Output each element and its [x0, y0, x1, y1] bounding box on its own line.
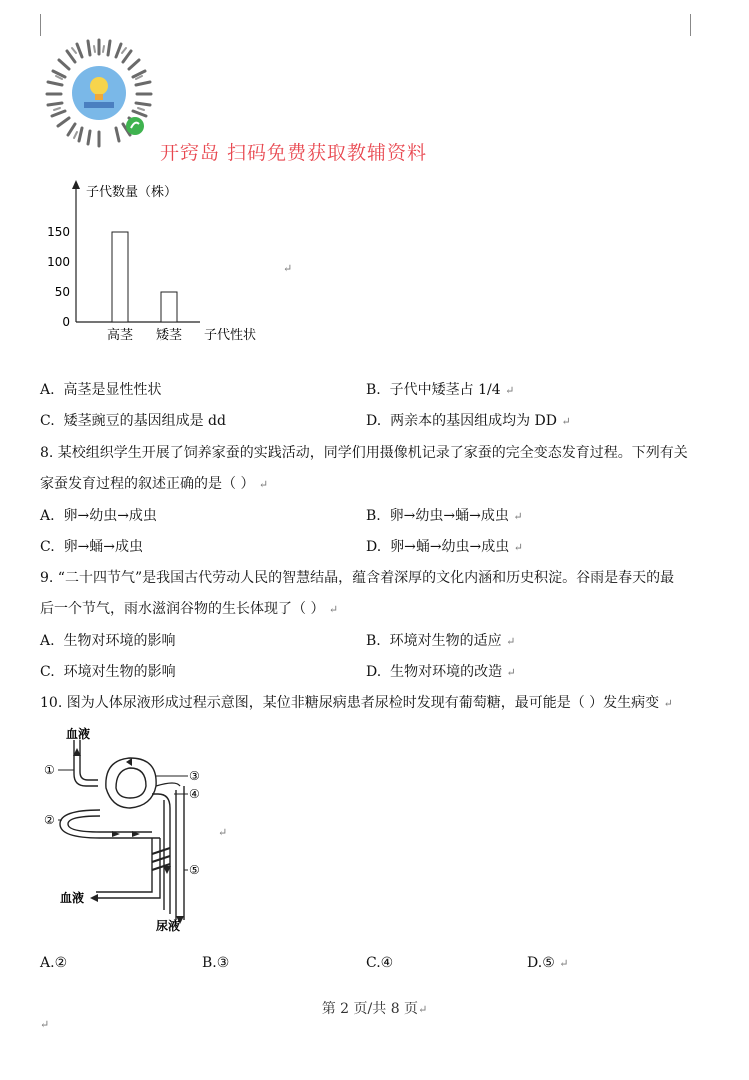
label-4: ④	[189, 787, 200, 801]
q7-option-d-label: D.	[366, 413, 382, 429]
arrow-left-icon	[126, 758, 132, 766]
q9-option-b	[366, 631, 515, 652]
q7-option-c-label: C.	[40, 413, 55, 429]
q9-option-c-label: C.	[40, 664, 55, 680]
q7-option-b	[366, 380, 514, 401]
renal-capsule	[106, 758, 156, 808]
page-number: 第 2 页/共 8 页	[321, 1001, 419, 1017]
q10-option-c-label: C.	[366, 955, 381, 971]
paragraph-mark: ↵	[513, 510, 523, 523]
crop-mark-left	[40, 14, 41, 36]
q8-option-c-label: C.	[40, 539, 55, 555]
q9-option-b-label: B.	[366, 633, 381, 649]
afferent-vessel	[74, 740, 98, 786]
q10-option-a-text: ②	[54, 955, 68, 971]
q9-stem-line2	[40, 599, 338, 620]
paragraph-mark: ↵	[513, 541, 523, 554]
y-tick-label-100: 100	[47, 255, 70, 269]
q8-stem-line1: 8. 某校组织学生开展了饲养家蚕的实践活动，同学们用摄像机记录了家蚕的完全变态发育过程。下列有关	[40, 445, 688, 461]
q9-option-d-label: D.	[366, 664, 382, 680]
arrow-left-icon	[90, 894, 98, 902]
q8-option-d-text: 卵→蛹→幼虫→成虫	[390, 539, 510, 555]
q10-option-d	[527, 953, 568, 974]
q8-stem-text: 家蚕发育过程的叙述正确的是（ ）	[40, 476, 255, 492]
bar-0	[112, 232, 128, 322]
paragraph-mark: ↵	[663, 697, 673, 710]
paragraph-mark: ↵	[506, 635, 516, 648]
q7-option-b-label: B.	[366, 382, 381, 398]
q9-option-c	[40, 662, 176, 682]
crop-mark-right	[690, 14, 691, 36]
q8-option-b-text: 卵→幼虫→蛹→成虫	[389, 508, 509, 524]
q8-option-d	[366, 537, 523, 558]
q7-option-c-text: 矮茎豌豆的基因组成是 dd	[63, 413, 226, 429]
q9-stem-text: 后一个节气，雨水滋润谷物的生长体现了（ ）	[40, 601, 325, 617]
q9-option-a-label: A.	[40, 633, 55, 649]
q10-option-b-label: B.	[202, 955, 217, 971]
paragraph-mark: ↵	[218, 826, 228, 839]
qr-code-icon	[40, 34, 158, 152]
urine-label: 尿液	[156, 919, 181, 933]
q9-option-c-text: 环境对生物的影响	[63, 664, 176, 680]
paragraph-mark: ↵	[505, 384, 515, 397]
q8-option-c-text: 卵→蛹→成虫	[63, 539, 144, 555]
bar-1	[161, 292, 177, 322]
q10-option-c	[366, 953, 393, 973]
q10-option-d-label: D.	[527, 955, 543, 971]
category-label-1: 矮茎	[155, 328, 183, 343]
glomerulus	[116, 768, 146, 798]
paragraph-mark: ↵	[283, 262, 293, 275]
y-axis-label: 子代数量（株）	[86, 185, 178, 200]
offspring-bar-chart	[40, 176, 300, 351]
q10-option-b	[202, 953, 229, 973]
q9-option-b-text: 环境对生物的适应	[389, 633, 502, 649]
x-axis-label: 子代性状	[204, 328, 257, 343]
paragraph-mark: ↵	[559, 957, 569, 970]
y-tick-label-150: 150	[47, 225, 70, 239]
q10-stem	[40, 693, 673, 714]
q7-option-d	[366, 411, 571, 432]
q8-stem-line2	[40, 474, 268, 495]
y-tick-label-0: 0	[62, 315, 70, 329]
q7-option-a-label: A.	[40, 382, 55, 398]
y-tick-label-50: 50	[54, 285, 70, 299]
paragraph-mark: ↵	[506, 666, 516, 679]
q9-option-d	[366, 662, 516, 683]
paragraph-mark: ↵	[40, 1018, 50, 1031]
paragraph-mark: ↵	[418, 1003, 428, 1016]
q10-option-d-text: ⑤	[542, 955, 555, 971]
efferent-vessel	[96, 838, 152, 892]
q7-option-b-text: 子代中矮茎占 1/4	[389, 382, 501, 398]
q8-option-a-label: A.	[40, 508, 55, 524]
page-footer	[0, 998, 749, 1018]
q7-option-c	[40, 411, 226, 431]
q8-option-b-label: B.	[366, 508, 381, 524]
q10-option-a-label: A.	[40, 955, 55, 971]
q9-stem-line1: 9. “二十四节气”是我国古代劳动人民的智慧结晶，蕴含着深厚的文化内涵和历史积淀。谷雨是春天的最	[40, 570, 675, 586]
q9-option-a-text: 生物对环境的影响	[63, 633, 176, 649]
collecting-duct	[176, 786, 184, 920]
capillary-loop	[60, 810, 160, 838]
paragraph-mark: ↵	[561, 415, 571, 428]
blood-out-label: 血液	[60, 891, 85, 905]
q7-option-a	[40, 380, 161, 400]
blood-in-label: 血液	[66, 727, 91, 741]
q9-option-a	[40, 631, 175, 651]
category-label-0: 高茎	[106, 328, 134, 343]
label-1: ①	[44, 763, 55, 777]
q10-stem-text: 10. 图为人体尿液形成过程示意图，某位非糖尿病患者尿检时发现有葡萄糖，最可能是（ ）发生病变	[40, 695, 660, 711]
q8-option-d-label: D.	[366, 539, 382, 555]
q9-option-d-text: 生物对环境的改造	[390, 664, 503, 680]
q10-option-c-text: ④	[380, 955, 394, 971]
q8-option-a-text: 卵→幼虫→成虫	[63, 508, 157, 524]
paragraph-mark: ↵	[328, 603, 339, 616]
label-2: ②	[44, 813, 55, 827]
y-axis-arrow	[72, 180, 80, 189]
promo-banner: 开窍岛 扫码免费获取教辅资料	[160, 142, 428, 164]
q7-option-d-text: 两亲本的基因组成均为 DD	[390, 413, 557, 429]
q10-option-a	[40, 953, 67, 973]
q8-option-a	[40, 506, 157, 526]
paragraph-mark: ↵	[258, 478, 269, 491]
q8-option-c	[40, 537, 143, 557]
q8-option-b	[366, 506, 523, 527]
q7-option-a-text: 高茎是显性性状	[63, 382, 162, 398]
label-5: ⑤	[189, 863, 200, 877]
label-3: ③	[189, 769, 200, 783]
q10-option-b-text: ③	[216, 955, 230, 971]
nephron-diagram	[40, 724, 220, 934]
